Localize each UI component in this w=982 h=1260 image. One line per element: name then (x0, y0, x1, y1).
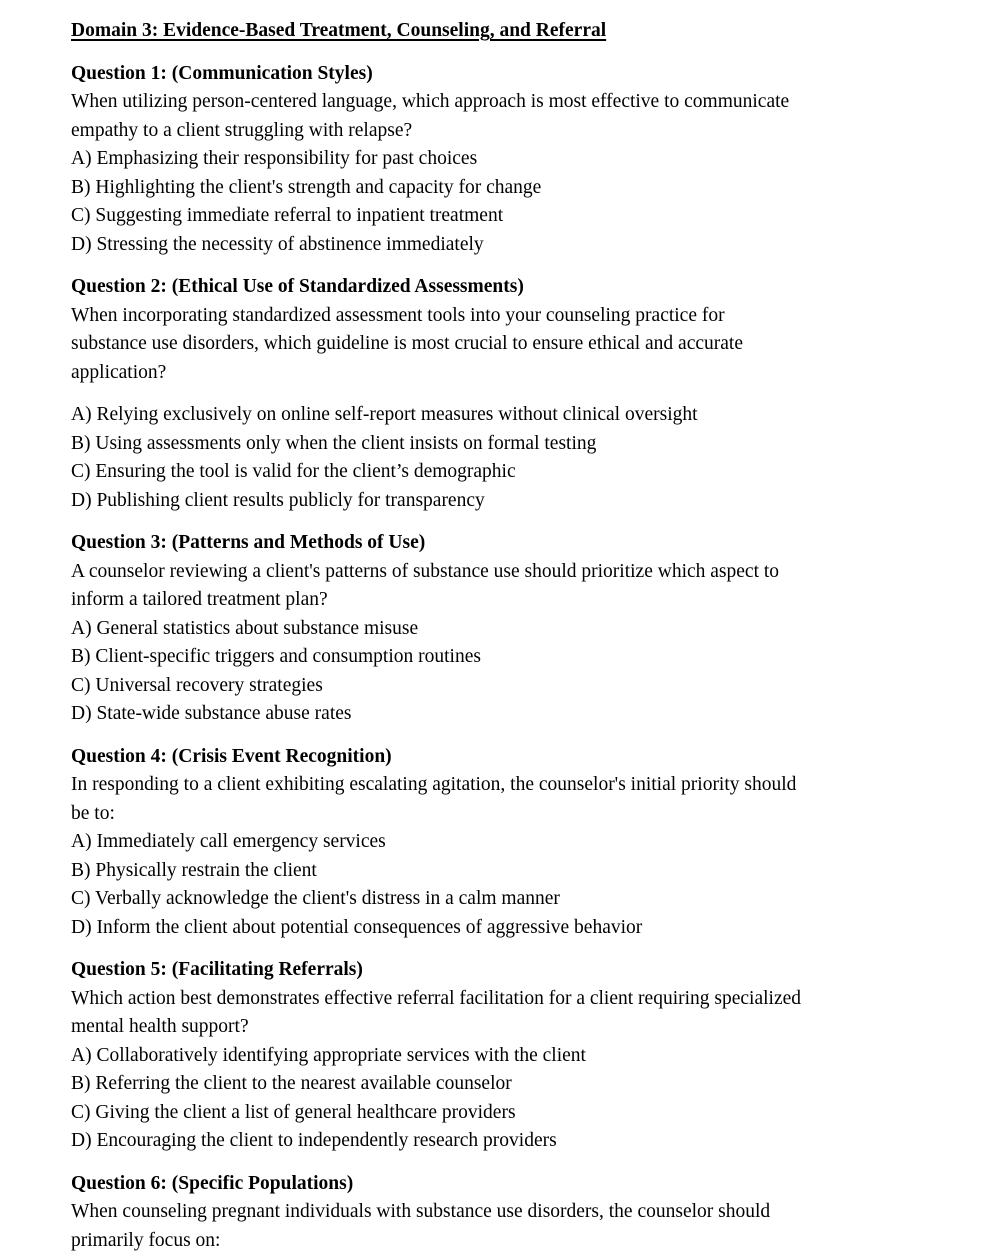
question-3-prompt-line: A counselor reviewing a client's patterns of substance use should prioritize which aspect to (71, 560, 780, 582)
question-5-prompt-line: mental health support? (71, 1016, 249, 1037)
option-line-c: C) Verbally acknowledge the client's distress in a calm manner (71, 888, 560, 909)
question-1-heading: Question 1: (Communication Styles) (71, 62, 373, 84)
option-line-b: B) Using assessments only when the client insists on formal testing (71, 432, 597, 454)
option-line-d: D) State-wide substance abuse rates (71, 703, 352, 724)
question-5-prompt-line: Which action best demonstrates effective referral facilitation for a client requiring specialized (71, 987, 802, 1009)
question-1-options (71, 145, 902, 259)
question-2-options (71, 401, 902, 515)
option-line-c: C) Suggesting immediate referral to inpatient treatment (71, 205, 504, 226)
question-1-prompt-line: empathy to a client struggling with relapse? (71, 119, 413, 141)
question-4-heading: Question 4: (Crisis Event Recognition) (71, 745, 392, 767)
question-5-heading: Question 5: (Facilitating Referrals) (71, 959, 363, 980)
question-1-prompt-line: When utilizing person-centered language, which approach is most effective to communicate (71, 91, 790, 112)
option-line-c: C) Ensuring the tool is valid for the client’s demographic (71, 461, 516, 482)
option-line-b: B) Physically restrain the client (71, 859, 317, 881)
question-6-prompt-line: primarily focus on: (71, 1229, 221, 1251)
question-6-prompt-line: When counseling pregnant individuals with substance use disorders, the counselor should (71, 1201, 771, 1222)
question-5-options (71, 1042, 902, 1156)
option-line-a: A) Collaboratively identifying appropriate services with the client (71, 1044, 586, 1066)
question-block-2 (71, 273, 902, 515)
question-2-prompt-line: application? (71, 361, 167, 383)
question-block-3 (71, 529, 902, 729)
option-line-a: A) Immediately call emergency services (71, 831, 386, 852)
option-line-d: D) Encouraging the client to independently research providers (71, 1130, 557, 1151)
option-line-a: A) General statistics about substance misuse (71, 617, 419, 639)
question-3-prompt-line: inform a tailored treatment plan? (71, 589, 328, 610)
option-line-d: D) Inform the client about potential consequences of aggressive behavior (71, 916, 643, 938)
question-4-prompt-line: In responding to a client exhibiting escalating agitation, the counselor's initial priority should (71, 774, 797, 795)
question-3-options (71, 615, 902, 729)
option-line-c: C) Universal recovery strategies (71, 674, 323, 696)
option-line-a: A) Emphasizing their responsibility for past choices (71, 148, 478, 169)
question-4-options (71, 828, 902, 942)
question-2-prompt-line: substance use disorders, which guideline is most crucial to ensure ethical and accurate (71, 333, 743, 354)
option-line-b: B) Client-specific triggers and consumption routines (71, 646, 481, 667)
question-block-6 (71, 1170, 902, 1256)
question-2-heading: Question 2: (Ethical Use of Standardized Assessments) (71, 276, 524, 297)
question-6-heading: Question 6: (Specific Populations) (71, 1172, 354, 1194)
option-line-d: D) Stressing the necessity of abstinence immediately (71, 233, 484, 255)
option-line-b: B) Highlighting the client's strength and capacity for change (71, 176, 542, 198)
question-block-4 (71, 743, 902, 943)
question-4-prompt-line: be to: (71, 802, 115, 824)
document-title: Domain 3: Evidence-Based Treatment, Counseling, and Referral (71, 20, 607, 41)
question-2-prompt-line: When incorporating standardized assessment tools into your counseling practice for (71, 304, 725, 326)
question-block-5 (71, 956, 902, 1156)
option-line-b: B) Referring the client to the nearest available counselor (71, 1073, 512, 1094)
question-3-heading: Question 3: (Patterns and Methods of Use) (71, 532, 426, 553)
option-line-a: A) Relying exclusively on online self-report measures without clinical oversight (71, 404, 698, 425)
option-line-d: D) Publishing client results publicly for transparency (71, 489, 485, 511)
question-block-1 (71, 60, 902, 260)
option-line-c: C) Giving the client a list of general healthcare providers (71, 1101, 516, 1123)
